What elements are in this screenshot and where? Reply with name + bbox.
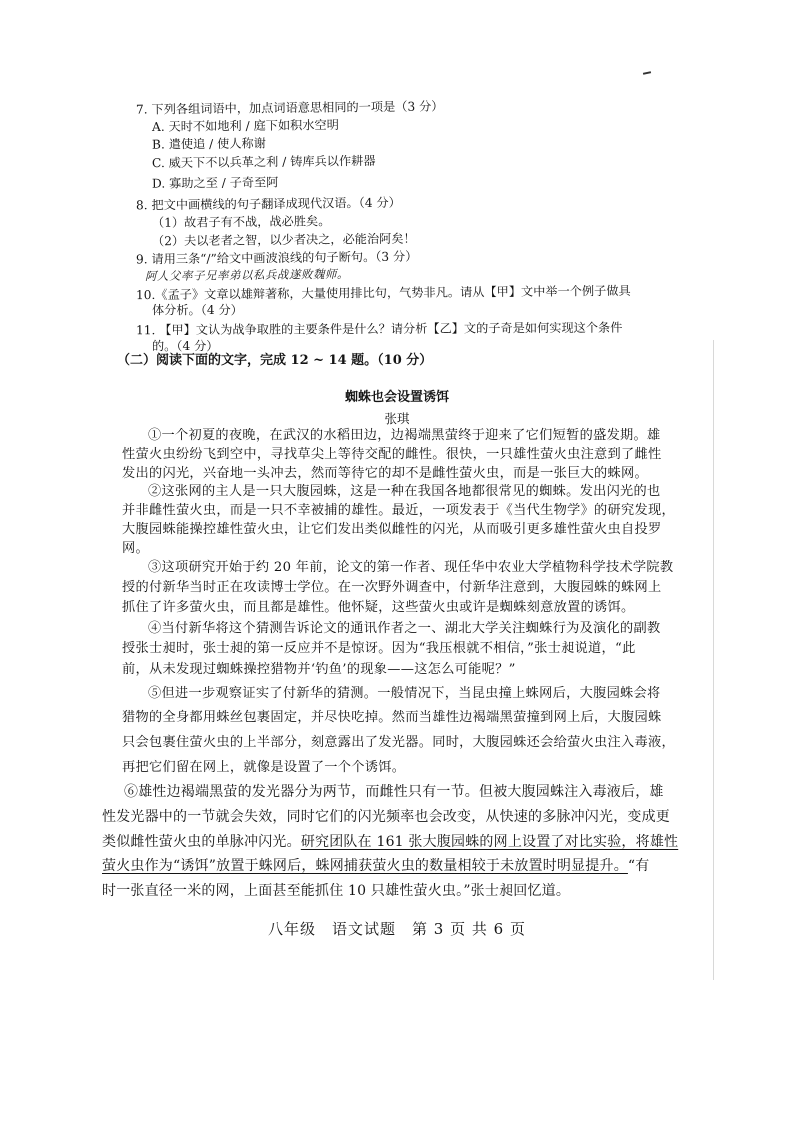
question-8-item-1: （1）故君子有不战，战必胜矣。 — [151, 214, 331, 230]
question-11-line-1: 11. 【甲】文认为战争取胜的主要条件是什么？请分析【乙】文的子奇是如何实现这个条件 — [135, 320, 623, 338]
passage-title: 蜘蛛也会设置诱饵 — [344, 390, 449, 405]
question-7-stem: 7. 下列各组词语中，加点词语意思相同的一项是（3 分） — [135, 99, 444, 117]
paragraph-6-line-4 — [102, 858, 649, 874]
page-footer: 八年级 语文试题 第 3 页 共 6 页 — [268, 920, 526, 938]
underlined-sentence-part-1: 研究团队在 161 张大腹园蛛的网上设置了对比实验，将雄性 — [300, 834, 679, 850]
paragraph-1-line-2: 性萤火虫纷纷飞到空中，寻找草尖上等待交配的雌性。很快，一只雄性萤火虫注意到了雌性 — [122, 447, 662, 462]
question-10-line-2: 体分析。（4 分） — [152, 303, 243, 317]
paragraph-6-line-3 — [102, 834, 678, 850]
paragraph-4-line-2: 授张士昶时，张士昶的第一反应并不是惊讶。因为“我压根就不相信，”张士昶说道，“此 — [122, 641, 636, 656]
paragraph-6-line-2: 性发光器中的一节就会失效，同时它们的闪光频率也会改变，从快速的多脉冲闪光，变成更 — [102, 809, 670, 825]
paragraph-2-line-1: ②这张网的主人是一只大腹园蛛，这是一种在我国各地都很常见的蜘蛛。发出闪光的也 — [148, 484, 661, 499]
paragraph-5-line-3: 只会包裹住萤火虫的上半部分，刻意露出了发光器。同时，大腹园蛛还会给萤火虫注入毒液， — [122, 735, 675, 750]
paragraph-6-line-5: 时一张直径一米的网，上面甚至能抓住 10 只雄性萤火虫。”张士昶回忆道。 — [102, 883, 571, 899]
paragraph-2-line-3: 大腹园蛛能操控雄性萤火虫，让它们发出类似雌性的闪光，从而吸引更多雄性萤火虫自投罗 — [122, 522, 662, 537]
paragraph-5-line-4: 再把它们留在网上，就像是设置了一个个诱饵。 — [122, 760, 406, 775]
question-7-option-c: C. 威天下不以兵革之利 / 铸库兵以作耕器 — [151, 153, 376, 171]
paragraph-3-line-2: 授的付新华当时正在攻读博士学位。在一次野外调查中，付新华注意到，大腹园蛛的蛛网上 — [122, 580, 662, 595]
page-edge — [713, 340, 714, 980]
question-7-option-a: A. 天时不如地利 / 庭下如积水空明 — [151, 118, 339, 134]
paragraph-6-line-1: ⑥雄性边褐端黑萤的发光器分为两节，而雌性只有一节。但被大腹园蛛注入毒液后，雄 — [124, 784, 664, 800]
paragraph-2-line-2: 并非雌性萤火虫，而是一只不幸被捕的雄性。最近，一项发表于《当代生物学》的研究发现， — [122, 503, 675, 518]
paragraph-4-line-1: ④当付新华将这个猜测告诉论文的通讯作者之一、湖北大学关注蜘蛛行为及演化的副教 — [148, 621, 661, 636]
paragraph-1-line-3: 发出的闪光，兴奋地一头冲去，然而等待它的却不是雌性萤火虫，而是一张巨大的蛛网。 — [122, 466, 649, 481]
question-8-stem: 8. 把文中画横线的句子翻译成现代汉语。（4 分） — [135, 195, 401, 213]
paragraph-4-line-3: 前，从未发现过蜘蛛操控猎物并‘钓鱼’的现象——这怎么可能呢？” — [122, 662, 516, 677]
question-9-stem: 9. 请用三条“/”给文中画波浪线的句子断句。（3 分） — [135, 249, 418, 267]
paragraph-6-line-3-plain: 类似雌性萤火虫的单脉冲闪光。 — [102, 834, 301, 850]
paragraph-6-line-4-plain: “有 — [627, 858, 650, 874]
scan-mark — [643, 71, 651, 75]
paragraph-3-line-3: 抓住了许多萤火虫，而且都是雄性。他怀疑，这些萤火虫或许是蜘蛛刻意放置的诱饵。 — [122, 600, 635, 615]
passage-author: 张琪 — [384, 411, 410, 426]
question-8-item-2: （2）夫以老者之智，以少者决之，必能治阿矣！ — [151, 231, 416, 249]
question-9-sentence: 阿人父率子兄率弟以私兵战遂败魏师。 — [144, 266, 350, 284]
question-10-line-1: 10.《孟子》文章以雄辩著称，大量使用排比句，气势非凡。请从【甲】文中举一个例子做具 — [135, 283, 631, 303]
question-11-line-2: 的。（4 分） — [152, 339, 219, 353]
paragraph-3-line-1: ③这项研究开始于约 20 年前，论文的第一作者、现任华中农业大学植物科学技术学院教 — [148, 560, 674, 575]
question-7-option-b: B. 遣使追 / 使人称谢 — [151, 136, 266, 152]
underlined-sentence-part-2: 萤火虫作为“诱饵”放置于蛛网后，蛛网捕获萤火虫的数量相较于未放置时明显提升。 — [102, 858, 628, 874]
section-heading: （二）阅读下面的文字，完成 12 ~ 14 题。（10 分） — [117, 353, 433, 368]
question-7-option-d: D. 寡助之至 / 子奇至阿 — [151, 175, 279, 191]
paragraph-5-line-2: 猎物的全身都用蛛丝包裹固定，并尽快吃掉。然而当雄性边褐端黑萤撞到网上后，大腹园蛛 — [122, 710, 662, 725]
paragraph-1-line-1: ①一个初夏的夜晚，在武汉的水稻田边，边褐端黑萤终于迎来了它们短暂的盛发期。雄 — [148, 428, 661, 443]
paragraph-2-line-4: 网。 — [122, 541, 149, 556]
paragraph-5-line-1: ⑤但进一步观察证实了付新华的猜测。一般情况下，当昆虫撞上蛛网后，大腹园蛛会将 — [148, 686, 661, 701]
